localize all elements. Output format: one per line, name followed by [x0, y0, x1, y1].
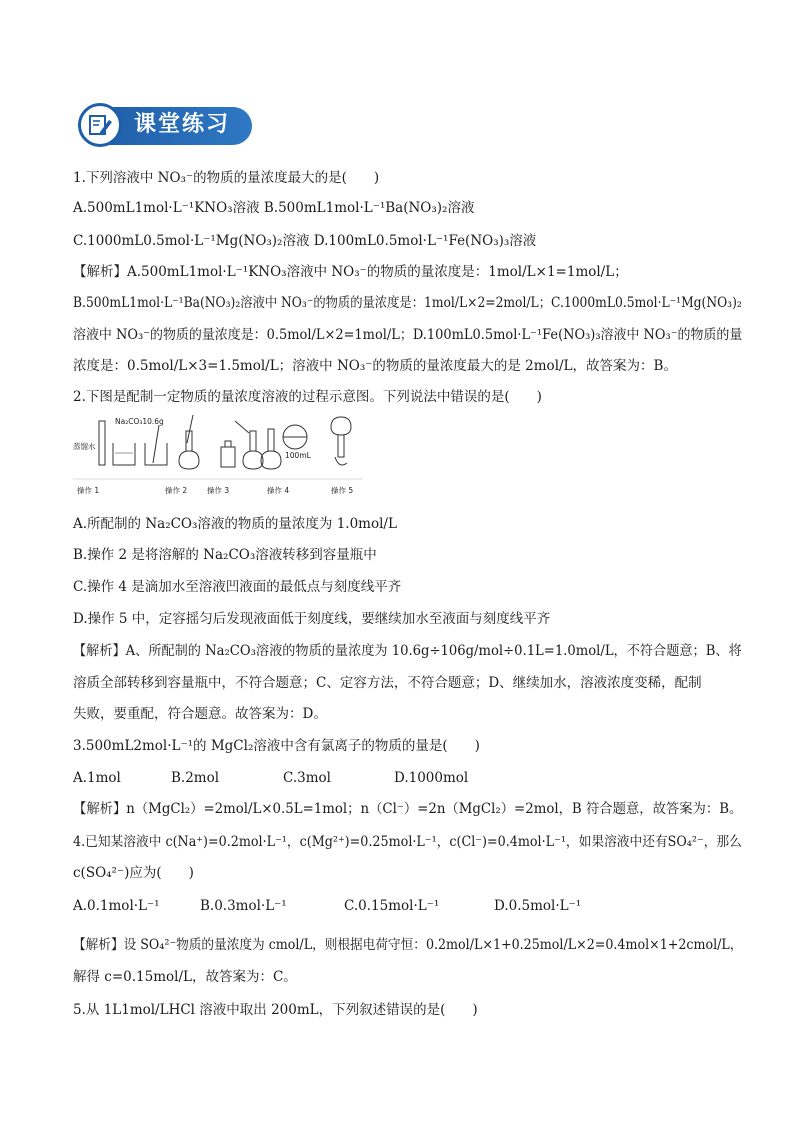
q2-analysis-line3: 失败，要重配，符合题意。故答案为：D。 [73, 706, 327, 722]
step-label-3: 操作 3 [207, 486, 230, 495]
step-label-5: 操作 5 [331, 486, 354, 495]
q1-stem: 1.下列溶液中 NO₃⁻的物质的量浓度最大的是( ) [73, 170, 380, 186]
solution-preparation-figure [73, 413, 363, 497]
q3-option-b: B.2mol [171, 770, 220, 786]
q1-analysis-line4: 浓度是：0.5mol/L×3=1.5mol/L；溶液中 NO₃⁻的物质的量浓度最大的是 2mol/L，故答案为：B。 [73, 358, 677, 374]
q1-options-cd: C.1000mL0.5mol·L⁻¹Mg(NO₃)₂溶液 D.100mL0.5mol·L⁻¹Fe(NO₃)₃溶液 [73, 233, 537, 249]
q1-analysis-line1: 【解析】A.500mL1mol·L⁻¹KNO₃溶液中 NO₃⁻的物质的量浓度是：1mol/L×1=1mol/L； [73, 264, 628, 280]
section-header [78, 103, 252, 147]
q3-option-d: D.1000mol [394, 770, 469, 786]
volume-label: 100mL [285, 451, 311, 460]
q4-analysis-line2: 解得 c=0.15mol/L，故答案为：C。 [73, 969, 297, 985]
q5-stem: 5.从 1L1mol/LHCl 溶液中取出 200mL，下列叙述错误的是( ) [73, 1002, 478, 1018]
step-label-4: 操作 4 [267, 486, 290, 495]
step-label-1: 操作 1 [77, 486, 100, 495]
q2-option-a: A.所配制的 Na₂CO₃溶液的物质的量浓度为 1.0mol/L [73, 516, 397, 532]
section-title: 课堂练习 [134, 112, 231, 137]
q4-stem-line2: c(SO₄²⁻)应为( ) [73, 865, 194, 881]
q1-options-ab: A.500mL1mol·L⁻¹KNO₃溶液 B.500mL1mol·L⁻¹Ba(NO₃)₂溶液 [73, 200, 475, 216]
q3-option-c: C.3mol [283, 770, 331, 786]
q2-option-d: D.操作 5 中，定容摇匀后发现液面低于刻度线，要继续加水至液面与刻度线平齐 [73, 611, 551, 627]
reagent-label: Na₂CO₃10.6g [115, 417, 164, 426]
q4-option-c: C.0.15mol·L⁻¹ [344, 898, 440, 914]
step-label-2: 操作 2 [165, 486, 188, 495]
q4-analysis-line1: 【解析】设 SO₄²⁻物质的量浓度为 cmol/L，则根据电荷守恒：0.2mol/L×1+0.25mol/L×2=0.4mol×1+2cmol/L， [73, 937, 743, 953]
q4-option-d: D.0.5mol·L⁻¹ [494, 898, 582, 914]
q4-option-a: A.0.1mol·L⁻¹ [73, 898, 160, 914]
q2-option-b: B.操作 2 是将溶解的 Na₂CO₃溶液转移到容量瓶中 [73, 547, 377, 563]
q2-analysis-line1: 【解析】A、所配制的 Na₂CO₃溶液的物质的量浓度为 10.6g÷106g/mol÷0.1L=1.0mol/L，不符合题意；B、将 [73, 643, 742, 659]
q4-option-b: B.0.3mol·L⁻¹ [200, 898, 287, 914]
water-label: 蒸馏水 [73, 442, 96, 451]
pencil-note-icon [78, 103, 122, 147]
q2-option-c: C.操作 4 是滴加水至溶液凹液面的最低点与刻度线平齐 [73, 579, 402, 595]
q3-stem: 3.500mL2mol·L⁻¹的 MgCl₂溶液中含有氯离子的物质的量是( ) [73, 738, 480, 754]
q4-stem-line1: 4.已知某溶液中 c(Na⁺)=0.2mol·L⁻¹，c(Mg²⁺)=0.25mol·L⁻¹，c(Cl⁻)=0.4mol·L⁻¹，如果溶液中还有SO₄²⁻，那么 [73, 834, 742, 850]
q1-analysis-line3: 溶液中 NO₃⁻的物质的量浓度是：0.5mol/L×2=1mol/L；D.100mL0.5mol·L⁻¹Fe(NO₃)₃溶液中 NO₃⁻的物质的量 [73, 327, 743, 343]
q2-stem: 2.下图是配制一定物质的量浓度溶液的过程示意图。下列说法中错误的是( ) [73, 389, 542, 405]
q3-option-a: A.1mol [73, 770, 121, 786]
q3-analysis: 【解析】n（MgCl₂）=2mol/L×0.5L=1mol；n（Cl⁻）=2n（MgCl₂）=2mol，B 符合题意，故答案为：B。 [73, 801, 743, 817]
q1-analysis-line2: B.500mL1mol·L⁻¹Ba(NO₃)₂溶液中 NO₃⁻的物质的量浓度是：1mol/L×2=2mol/L；C.1000mL0.5mol·L⁻¹Mg(NO₃)₂ [73, 295, 742, 311]
q2-analysis-line2: 溶质全部转移到容量瓶中，不符合题意；C、定容方法，不符合题意；D、继续加水，溶液浓度变稀，配制 [73, 675, 702, 691]
